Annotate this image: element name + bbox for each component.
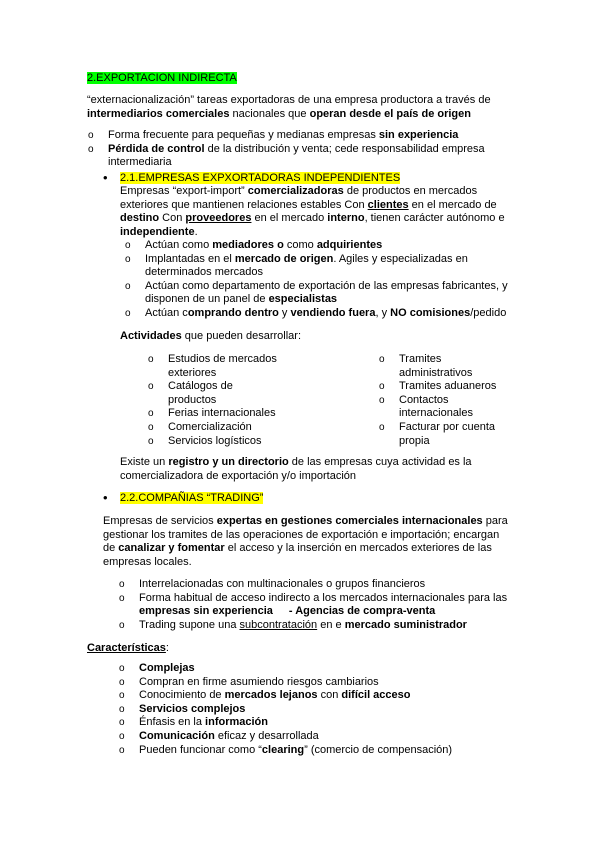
list-item: o Estudios de mercados (168, 353, 328, 367)
registry-paragraph: Existe un registro y un directorio de las empresas cuya actividad es la comercializadora de exportación y/o importación (120, 456, 472, 482)
list-item: o Forma frecuente para pequeñas y medianas empresas sin experiencia (108, 129, 528, 143)
list-item: o Servicios complejos (139, 703, 529, 717)
characteristics-list (139, 662, 529, 757)
list-item: o Comunicación eficaz y desarrollada (139, 730, 529, 744)
sec22-list: o Interrelacionadas con multinacionales o grupos financieros o Forma habitual de acceso indirecto a los mercados internacionales para las empresas sin experiencia - Agencias de compra-venta o Trading supone una subcontratación en e mercado suministrador (139, 578, 529, 632)
list-item: o Actúan como mediadores o como adquirientes (145, 239, 525, 253)
list-item: o Comercialización (168, 421, 328, 435)
activities-col-left: o Estudios de mercados exteriores o Catálogos de productos o Ferias internacionales o Comercialización o Servicios logísticos (168, 353, 328, 448)
list-characteristics-indirect (108, 129, 528, 170)
list-item: o Trading supone una subcontratación en e mercado suministrador (139, 619, 529, 633)
list-item: o Ferias internacionales (168, 407, 328, 421)
intro-paragraph: “externacionalización” tareas exportadoras de una empresa productora a través de intermediarios comerciales nacionales que operan desde el país de origen (87, 94, 491, 120)
list-item: o Catálogos de (168, 380, 328, 394)
activities-label: Actividades que pueden desarrollar: (120, 330, 301, 342)
list-item: o Tramites aduaneros (399, 380, 539, 394)
list-item: o Interrelacionadas con multinacionales o grupos financieros (139, 578, 529, 592)
list-item: o Actúan como departamento de exportación de las empresas fabricantes, y (145, 280, 525, 294)
list-item: o Complejas (139, 662, 529, 676)
list-item: o Servicios logísticos (168, 435, 328, 449)
sec22-paragraph: Empresas de servicios expertas en gestiones comerciales internacionales para gestionar los tramites de las operaciones de exportación e importación; encargan de canalizar y fomentar el acceso y la inserción en mercados exteriores de las empresas locales. (103, 515, 508, 568)
list-item: o Tramites (399, 353, 539, 367)
list-item: o Forma habitual de acceso indirecto a los mercados internacionales para las (139, 592, 529, 606)
section-heading-exportacion-indirecta: 2.EXPORTACION INDIRECTA (87, 72, 237, 84)
section-heading-2-1: • 2.1.EMPRESAS EXPXORTADORAS INDEPENDIENTES (120, 172, 400, 186)
sec21-list: o Actúan como mediadores o como adquirientes o Implantadas en el mercado de origen. Agiles y especializadas en determinados mercados o Actúan como departamento de exportación de las empresas fabricantes, y disponen de un panel de especialistas o Actúan comprando dentro y vendiendo fuera, y NO comisiones/pedido (145, 239, 525, 321)
list-item: o Actúan comprando dentro y vendiendo fuera, y NO comisiones/pedido (145, 307, 525, 321)
list-item: o Conocimiento de mercados lejanos con difícil acceso (139, 689, 529, 703)
list-item: o Facturar por cuenta (399, 421, 539, 435)
activities-col-right: o Tramites administrativos o Tramites aduaneros o Contactos internacionales o Facturar por cuenta propia (399, 353, 539, 448)
list-item: o Implantadas en el mercado de origen. Agiles y especializadas en (145, 253, 525, 267)
section-heading-2-2: • 2.2.COMPAÑIAS “TRADING” (120, 492, 263, 506)
list-item: o Compran en firme asumiendo riesgos cambiarios (139, 676, 529, 690)
sec21-paragraph: Empresas “export-import” comercializadoras de productos en mercados exteriores que mantienen relaciones estables Con clientes en el mercado de destino Con proveedores en el mercado interno, tienen carácter autónomo e independiente. (120, 185, 505, 238)
list-item: o Énfasis en la información (139, 716, 529, 730)
list-item: o Contactos (399, 394, 539, 408)
characteristics-heading: Características: (87, 642, 169, 654)
list-item: o Pérdida de control de la distribución y venta; cede responsabilidad empresa (108, 143, 528, 157)
list-item-continuation: intermediaria (108, 156, 172, 169)
list-item: o Pueden funcionar como “clearing” (comercio de compensación) (139, 744, 529, 758)
